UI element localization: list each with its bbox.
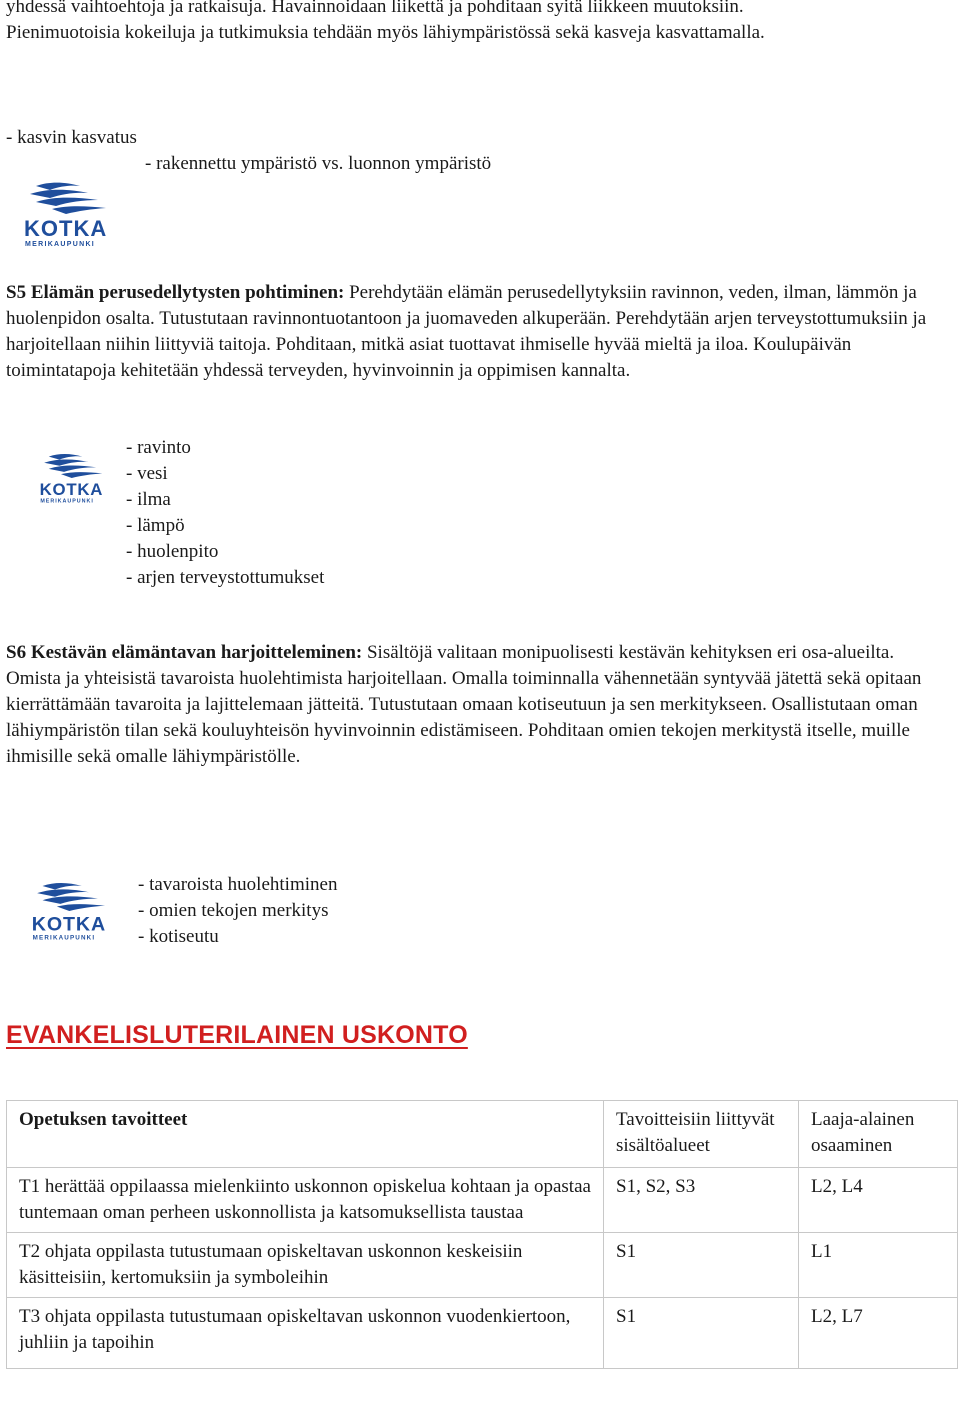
goals-table [6, 1100, 958, 1369]
intro-line: Pienimuotoisia kokeiluja ja tutkimuksia tehdään myös lähiympäristössä sekä kasveja kasvattamalla. [6, 22, 765, 43]
kotka-logo [34, 452, 114, 512]
kotka-logo [22, 180, 116, 256]
table-cell: T2 ohjata oppilasta tutustumaan opiskeltavan uskonnon keskeisiin käsitteisiin, kertomuksiin ja symboleihin [7, 1233, 604, 1298]
table-cell: S1, S2, S3 [604, 1168, 799, 1233]
bullet-item: - kasvin kasvatus [6, 127, 137, 148]
s6-bullet-list [138, 872, 337, 950]
table-header-cell: Tavoitteisiin liittyvät sisältöalueet [604, 1101, 799, 1168]
table-cell: L2, L7 [799, 1298, 958, 1369]
bullet-item: - kotiseutu [138, 926, 219, 947]
bullet-item: - rakennettu ympäristö vs. luonnon ympäristö [145, 153, 492, 174]
bullet-item: - vesi [126, 463, 168, 484]
intro-line: yhdessä vaihtoehtoja ja ratkaisuja. Havainnoidaan liikettä ja pohditaan syitä liikkeen muutoksiin. [6, 0, 744, 17]
table-cell: L1 [799, 1233, 958, 1298]
table-header-cell: Opetuksen tavoitteet [7, 1101, 604, 1168]
section-heading: EVANKELISLUTERILAINEN USKONTO [6, 1021, 468, 1049]
s6-title: S6 Kestävän elämäntavan harjoitteleminen: [6, 642, 363, 663]
kotka-logo [30, 880, 114, 950]
bullet-item: - tavaroista huolehtiminen [138, 874, 338, 895]
bullet-item: - arjen terveystottumukset [126, 567, 325, 588]
s6-body: Sisältöjä valitaan monipuolisesti kestävän kehityksen eri osa-alueilta. Omista ja yhteisistä tavaroista huolehtimista harjoitellaan. Omalla toiminnalla vähennetään syntyvää jätettä sekä opitaan kierrättämään tavaroita ja lajittelemaan jätteitä. Tutustutaan omaan kotiseutuun ja sen merkitykseen. Osallistutaan oman lähiympäristön tilan sekä kouluyhteisön hyvinvoinnin edistämiseen. Pohditaan omien tekojen merkitystä itselle, muille ihmisille sekä omalle lähiympäristölle. [6, 642, 922, 767]
logo-subtext: MERIKAUPUNKI [40, 498, 94, 504]
table-cell: T1 herättää oppilaassa mielenkiinto uskonnon opiskelua kohtaan ja opastaa tuntemaan oman perheen uskonnollista ja katsomuksellista taustaa [7, 1168, 604, 1233]
table-row [7, 1233, 958, 1298]
table-header-row [7, 1101, 958, 1168]
s5-paragraph [6, 280, 946, 384]
s5-title: S5 Elämän perusedellytysten pohtiminen: [6, 282, 345, 303]
table-row [7, 1168, 958, 1233]
logo-wordmark: KOTKA [24, 216, 108, 241]
table-cell: S1 [604, 1298, 799, 1369]
logo-subtext: MERIKAUPUNKI [25, 241, 96, 248]
intro-text [6, 0, 946, 46]
s5-body: Perehdytään elämän perusedellytyksiin ravinnon, veden, ilman, lämmön ja huolenpidon osalta. Tutustutaan ravinnontuotantoon ja juomaveden alkuperään. Perehdytään arjen terveystottumuksiin ja harjoitellaan niihin liittyviä taitoja. Pohditaan, mitkä asiat tuottavat ihmiselle hyvää mieltä ja iloa. Koulupäivän toimintatapoja kehitetään yhdessä terveyden, hyvinvoinnin ja oppimisen kannalta. [6, 282, 927, 381]
bullet-item: - ravinto [126, 437, 191, 458]
logo-wordmark: KOTKA [39, 479, 104, 499]
s5-bullet-list [126, 435, 324, 591]
logo-wordmark: KOTKA [31, 913, 107, 936]
table-cell: T3 ohjata oppilasta tutustumaan opiskeltavan uskonnon vuodenkiertoon, juhliin ja tapoihin [7, 1298, 604, 1369]
table-cell: S1 [604, 1233, 799, 1298]
s6-paragraph [6, 640, 946, 770]
table-cell: L2, L4 [799, 1168, 958, 1233]
table-row [7, 1298, 958, 1369]
bullet-item: - huolenpito [126, 541, 219, 562]
bullet-item: - omien tekojen merkitys [138, 900, 329, 921]
bullet-item: - ilma [126, 489, 171, 510]
table-header-cell: Laaja-alainen osaaminen [799, 1101, 958, 1168]
bullet-item: - lämpö [126, 515, 185, 536]
logo-subtext: MERIKAUPUNKI [32, 934, 96, 942]
